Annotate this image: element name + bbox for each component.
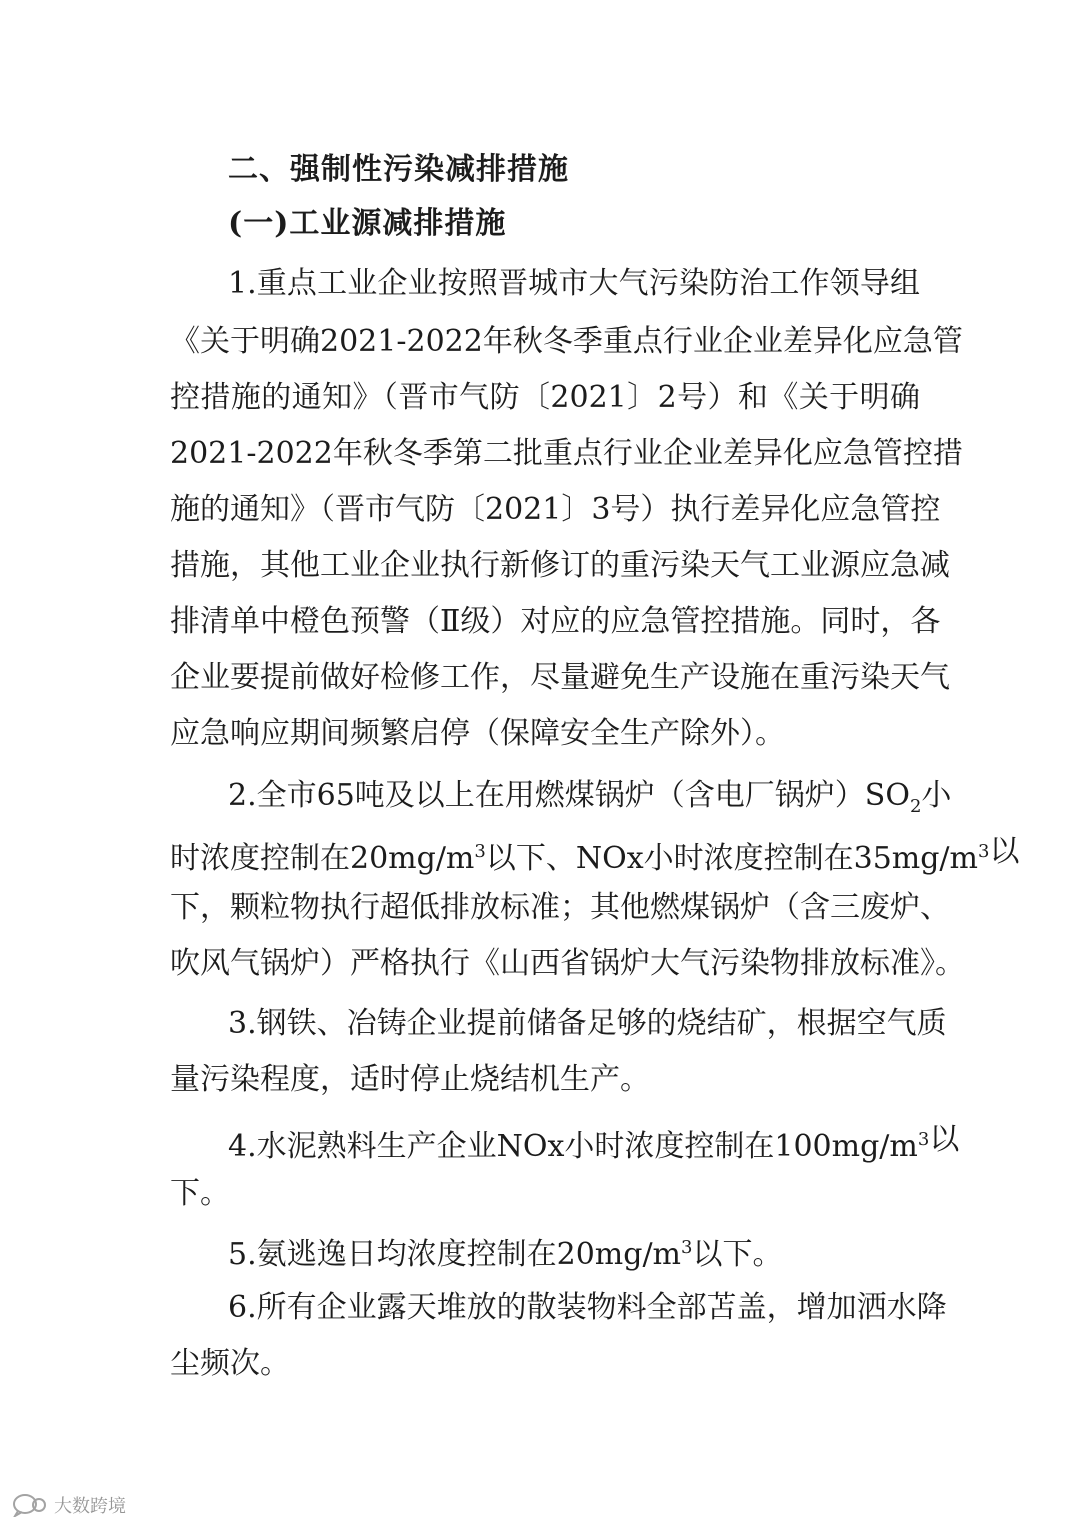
item-3-line-1: 3.钢铁、冶铸企业提前储备足够的烧结矿，根据空气质 — [228, 1006, 947, 1041]
item-1-line-4: 2021-2022年秋冬季第二批重点行业企业差异化应急管控措 — [170, 436, 963, 471]
item-2-text-d: 以下、NOx小时浓度控制在35mg/m — [485, 841, 978, 876]
item-1-line-9: 应急响应期间频繁启停（保障安全生产除外）。 — [170, 716, 785, 751]
item-2-line-4: 吹风气锅炉）严格执行《山西省锅炉大气污染物排放标准》。 — [170, 946, 965, 981]
watermark — [12, 1492, 126, 1518]
item-4-superscript: 3 — [917, 1129, 930, 1150]
item-1-line-7: 排清单中橙色预警（Ⅱ级）对应的应急管控措施。同时，各 — [170, 604, 941, 639]
item-1-line-8: 企业要提前做好检修工作，尽量避免生产设施在重污染天气 — [170, 660, 950, 695]
item-1-line-2: 《关于明确2021-2022年秋冬季重点行业企业差异化应急管 — [170, 324, 963, 359]
item-2-text-a: 2.全市65吨及以上在用燃煤锅炉（含电厂锅炉）SO — [228, 778, 910, 813]
item-5-line-1 — [228, 1226, 920, 1270]
item-1-line-5: 施的通知》（晋市气防〔2021〕3号）执行差异化应急管控 — [170, 492, 941, 527]
item-4-text-b: 以 — [929, 1122, 960, 1157]
item-6-line-1: 6.所有企业露天堆放的散装物料全部苫盖，增加洒水降 — [228, 1290, 947, 1325]
item-2-text-c: 时浓度控制在20mg/m — [170, 841, 475, 876]
item-4-text-a: 4.水泥熟料生产企业NOx小时浓度控制在100mg/m — [228, 1129, 918, 1164]
item-4-line-2: 下。 — [170, 1176, 230, 1211]
item-2-line-1 — [228, 774, 952, 818]
item-2-subscript: 2 — [909, 796, 922, 817]
subsection-title: (一)工业源减排措施 — [228, 206, 507, 241]
item-1-line-6: 措施，其他工业企业执行新修订的重污染天气工业源应急减 — [170, 548, 950, 583]
item-5-superscript: 3 — [681, 1237, 693, 1258]
item-2-text-b: 小 — [921, 778, 952, 813]
item-6-line-2: 尘频次。 — [170, 1346, 290, 1381]
section-title: 二、强制性污染减排措施 — [228, 152, 569, 187]
item-5-text-a: 5.氨逃逸日均浓度控制在20mg/m — [228, 1237, 682, 1272]
item-1-line-1: 1.重点工业企业按照晋城市大气污染防治工作领导组 — [228, 266, 920, 301]
item-1-line-3: 控措施的通知》（晋市气防〔2021〕2号）和《关于明确 — [170, 380, 920, 415]
item-2-line-2 — [170, 830, 1020, 876]
watermark-text: 大数跨境 — [54, 1496, 126, 1517]
item-4-line-1 — [228, 1118, 960, 1164]
item-2-line-3: 下，颗粒物执行超低排放标准；其他燃煤锅炉（含三废炉、 — [170, 890, 950, 925]
item-5-text-b: 以下。 — [692, 1237, 783, 1272]
item-2-superscript-2: 3 — [978, 841, 990, 862]
bubble-logo-icon — [12, 1493, 48, 1517]
item-2-superscript-1: 3 — [474, 841, 486, 862]
item-2-text-e: 以 — [989, 834, 1020, 869]
item-3-line-2: 量污染程度，适时停止烧结机生产。 — [170, 1062, 650, 1097]
